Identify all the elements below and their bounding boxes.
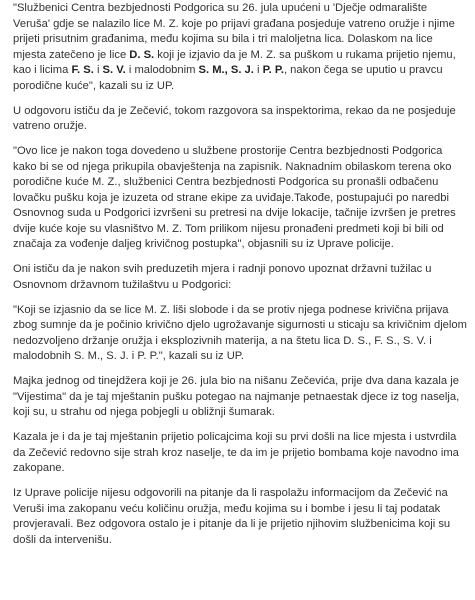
bold-name-initials: F. S. (71, 64, 94, 76)
paragraph-text: Iz Uprave policije nijesu odgovorili na pitanje da li raspolažu informacijom da Zečević na Veruši ima zakopanu veću količinu oružja, među kojima su i bombe i jesu li taj podatak provjeravali. Bez odgovora ostalo je i pitanje da li je prijetio njihovim službenicima koji su došli da intervenišu. (13, 487, 451, 546)
article-paragraph (13, 1, 467, 94)
article-paragraph (13, 262, 467, 293)
paragraph-text: , nakon čega se uputio u pravcu porodične kuće", kazali su iz UP. (13, 64, 443, 92)
bold-name-initials: S. V. (102, 64, 126, 76)
paragraph-text: i (93, 64, 103, 76)
paragraph-text: Oni ističu da je nakon svih preduzetih mjera i radnji ponovo upoznat državni tužilac u Osnovnom državnom tužilaštvu u Podgorici: (13, 263, 432, 291)
paragraph-text: koji je izjavio da je M. Z. sa puškom u rukama prijetio njemu, kao i licima (13, 48, 456, 76)
paragraph-text: Kazala je i da je taj mještanin prijetio policajcima koji su prvi došli na lice mjesta i ustvrdila da Zečević redovno sije strah kroz naselje, te da im je prijetio bombama koje navodno ima zakopane. (13, 431, 459, 474)
paragraph-text: "Ovo lice je nakon toga dovedeno u službene prostorije Centra bezbjednosti Podgorica kako bi se od njega prikupila obavještenja na zapisnik. Naknadnim obilaskom terena oko porodične kuće M. Z., službenici Centra bezbjednosti Podgorica su pronašli odbačenu lovačku pušku koja je izuzeta od strane ekipe za uviđaje.Takođe, postupajući po naredbi Osnovnog suda u Podgorici izvršeni su pretresi na dvije lokacije, tačnije izvršen je pretres dvije kuće koje su vlasništvo M. Z. Tom prilikom nijesu pronađeni predmeti koji bi bili od značaja za vođenje daljeg krivičnog postupka", objasnili su iz Uprave policije. (13, 145, 456, 250)
article-paragraph (13, 144, 467, 253)
paragraph-text: Majka jednog od tinejdžera koji je 26. jula bio na nišanu Zečevića, prije dva dana kazala je "Vijestima" da je taj mještanin pušku potegao na najmanje petnaestak djece iz tog naselja, koji su, u strahu od njega pobjegli u obližnji šumarak. (13, 375, 460, 418)
article-paragraph (13, 374, 467, 421)
paragraph-text: i (253, 64, 263, 76)
paragraph-text: U odgovoru ističu da je Zečević, tokom razgovora sa inspektorima, rekao da ne posjeduje vatreno oružje. (13, 104, 456, 132)
article-paragraph (13, 486, 467, 548)
bold-name-initials: P. P. (262, 64, 284, 76)
bold-name-initials: S. M., S. J. (198, 64, 254, 76)
article-paragraph (13, 303, 467, 365)
article-paragraph (13, 430, 467, 477)
article-paragraph (13, 104, 467, 135)
bold-name-initials: D. S. (129, 48, 155, 61)
paragraph-text: "Koji se izjasnio da se lice M. Z. liši slobode i da se protiv njega podnese krivična prijava zbog sumnje da je počinio krivično djelo ugrožavanje sigurnosti u sticaju sa krivičnim djelom nedozvoljeno držanje oružja i eksplozivnih materija, a na štetu lica D. S., F. S., S. V. i malodobnih S. M., S. J. i P. P.", kazali su iz UP. (13, 303, 467, 362)
paragraph-text: i malodobnim (125, 64, 199, 76)
paragraph-text: "Službenici Centra bezbjednosti Podgorica su 26. jula upućeni u 'Dječje odmaralište Veruša' gdje se nalazilo lice M. Z. koje po prijavi građana posjeduje vatreno oružje i njime prijeti prisutnim građanima, među kojima su bila i tri maloljetna lica. Dolaskom na lice mjesta zatečeno je lice (13, 2, 455, 61)
